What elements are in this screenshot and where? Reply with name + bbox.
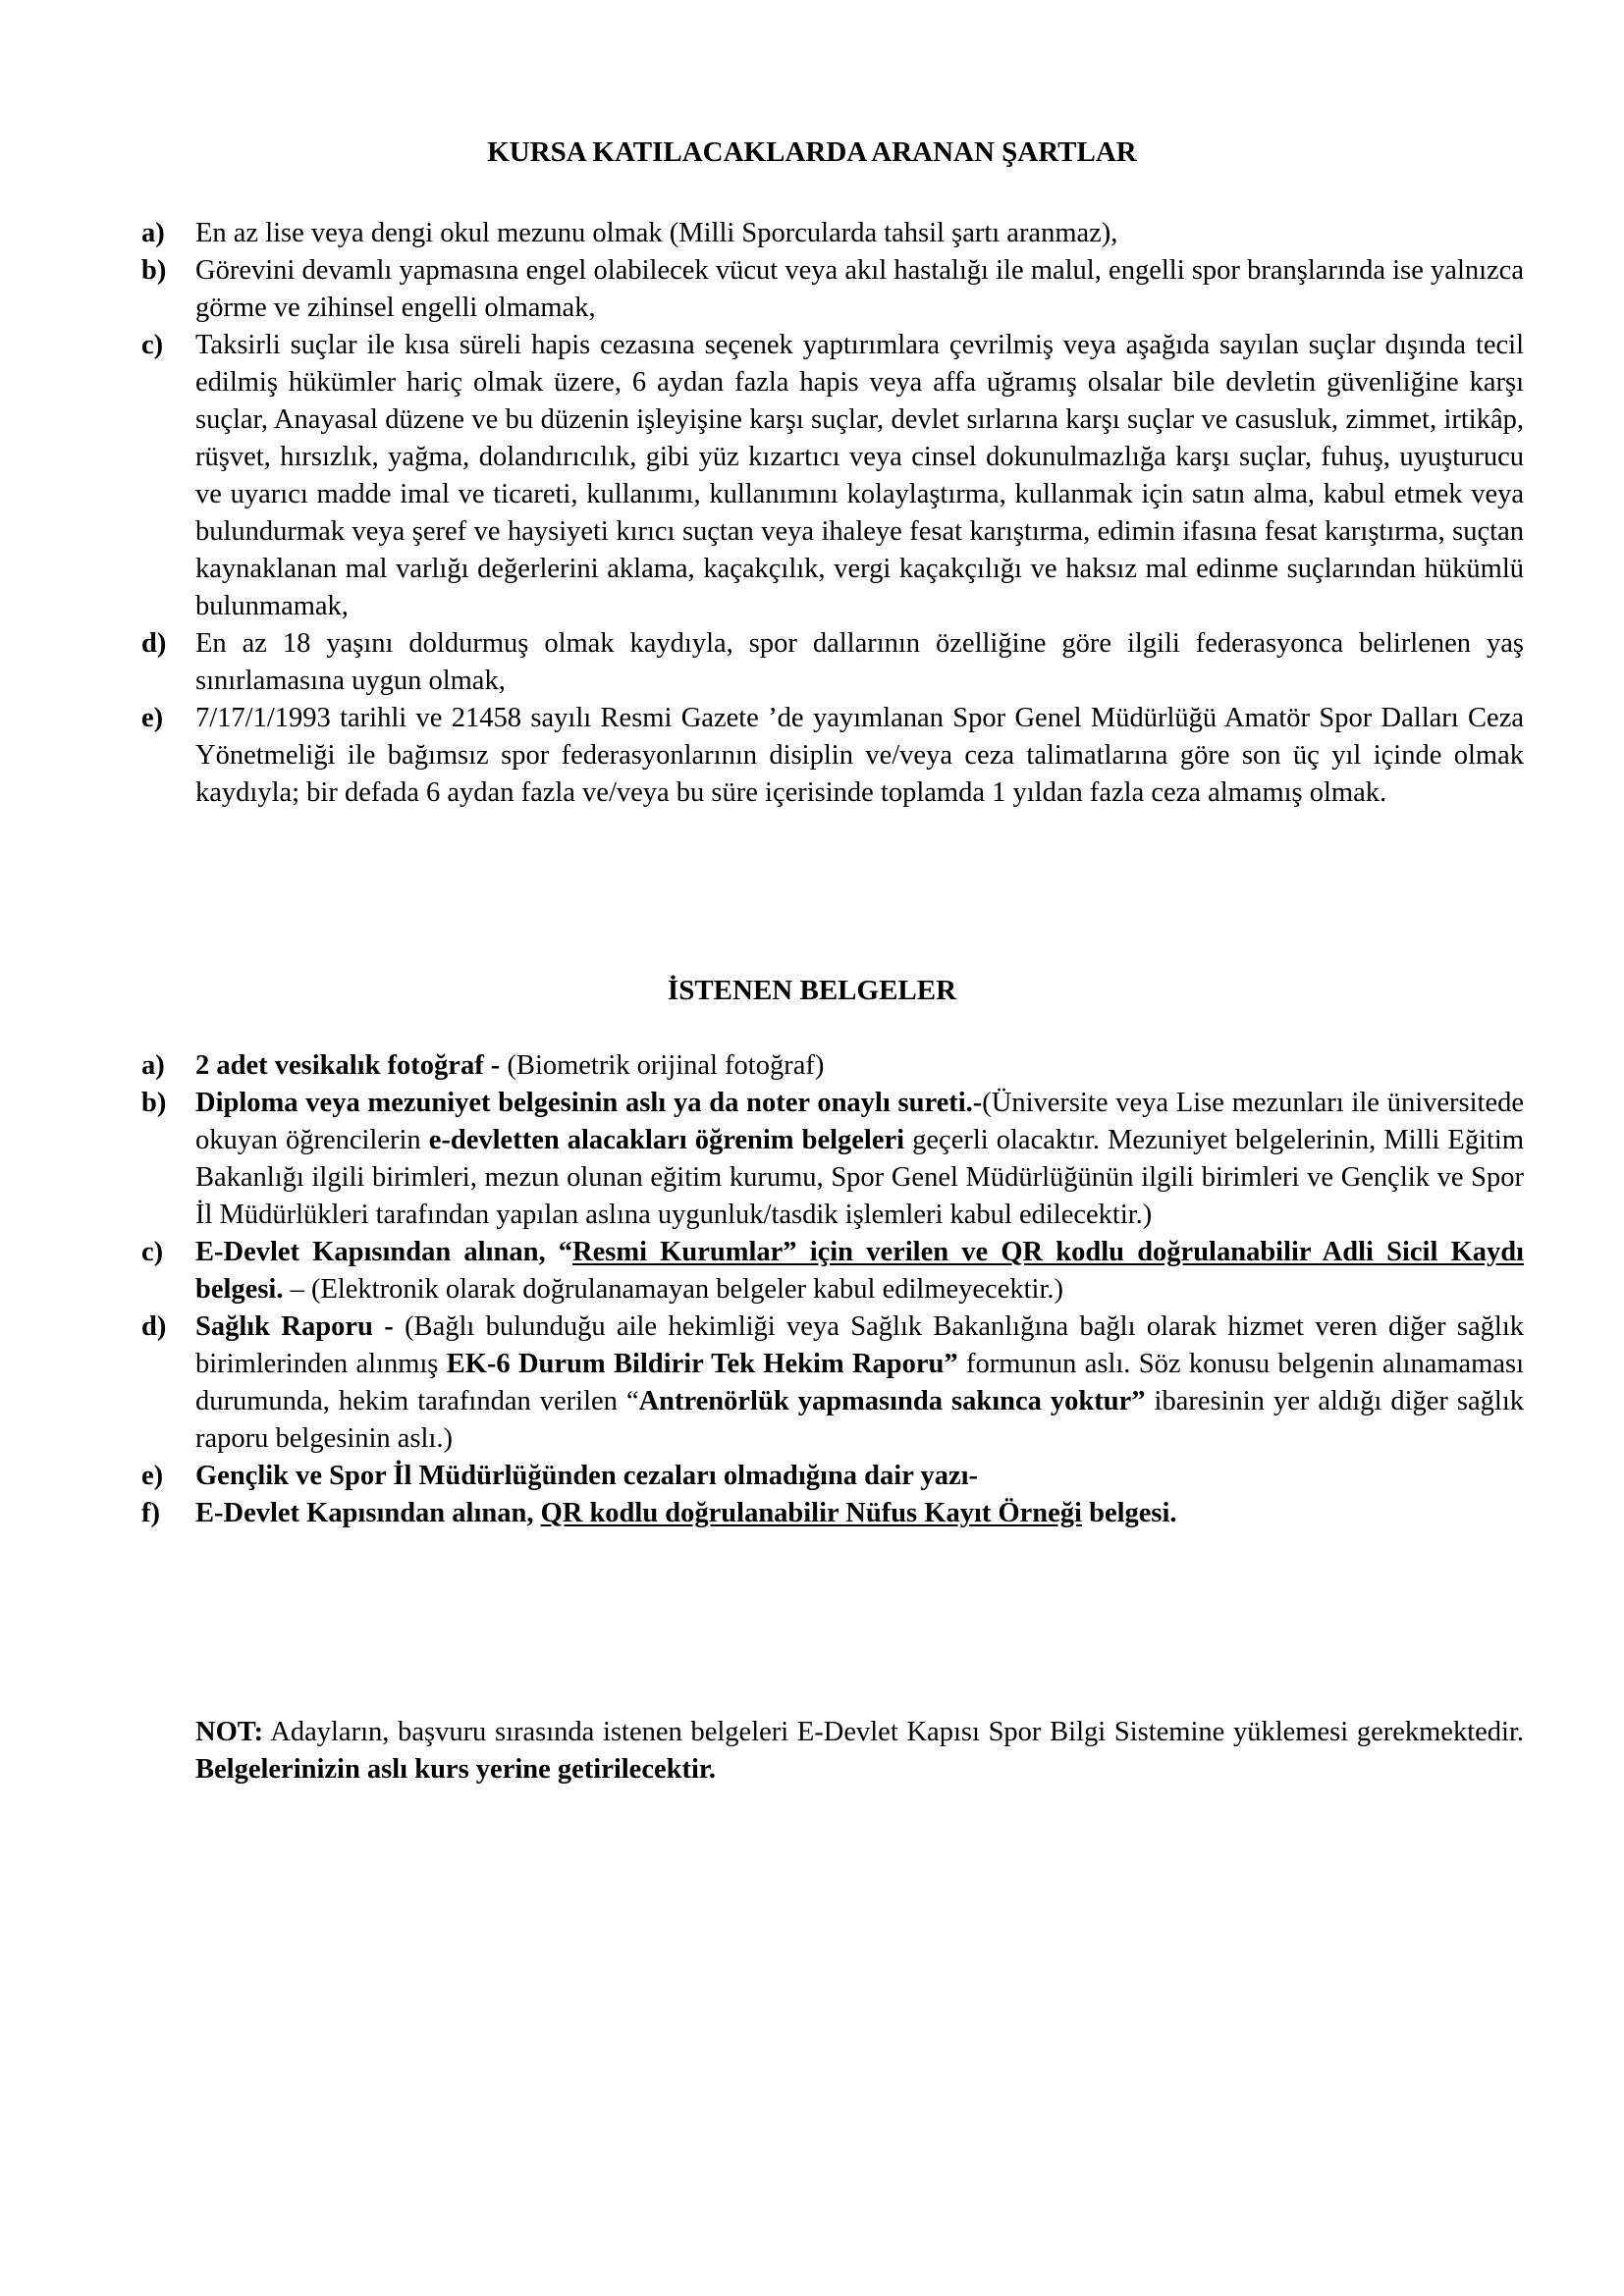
requirement-item-c <box>141 327 1524 625</box>
item-marker: d) <box>141 628 167 659</box>
item-marker: e) <box>141 1461 164 1491</box>
item-bold-text: 2 adet vesikalık fotoğraf - <box>195 1050 501 1081</box>
item-marker: d) <box>141 1311 167 1342</box>
item-text: – (Elektronik olarak doğrulanamayan belgeler kabul edilmeyecektir.) <box>283 1274 1063 1305</box>
item-text: (Biometrik orijinal fotoğraf) <box>500 1050 825 1081</box>
section-title-requirements: KURSA KATILACAKLARDA ARANAN ŞARTLAR <box>487 136 1137 168</box>
item-text: Taksirli suçlar ile kısa süreli hapis cezasına seçenek yaptırımlara çevrilmiş veya aşağıda sayılan suçlar dışında tecil edilmiş hükümler hariç olmak üzere, 6 aydan fazla hapis veya affa uğramış olsalar bile devletin güvenliğine karşı suçlar, Anayasal düzene ve bu düzenin işleyişine karşı suçlar, devlet sırlarına karşı suçlar ve casusluk, zimmet, irtikâp, rüşvet, hırsızlık, yağma, dolandırıcılık, gibi yüz kızartıcı veya cinsel dokunulmazlığa karşı suçlar, fuhuş, uyuşturucu ve uyarıcı madde imal ve ticareti, kullanımı, kullanımını kolaylaştırma, kullanmak için satın alma, kabul etmek veya bulundurmak veya şeref ve haysiyeti kırıcı suçtan veya ihaleye fesat karıştırma, edimin ifasına fesat karıştırma, suçtan kaynaklanan mal varlığı değerlerini aklama, kaçakçılık, vergi kaçakçılığı ve haksız mal edinme suçlarından hükümlü bulunmamak, <box>195 330 1524 621</box>
item-text: (Bağlı bulunduğu aile hekimliği veya Sağlık Bakanlığına bağlı olarak hizmet veren diğer sağlık birimlerinden alınmış <box>195 1311 1524 1379</box>
item-marker: c) <box>141 330 164 360</box>
item-underlined-text: QR kodlu doğrulanabilir Nüfus Kayıt Örneği <box>540 1498 1082 1528</box>
item-marker: e) <box>141 703 164 733</box>
item-text: (Üniversite veya Lise mezunları ile üniversitede okuyan öğrencilerin <box>195 1088 1524 1155</box>
document-item-f <box>141 1495 1524 1532</box>
item-marker: b) <box>141 255 167 286</box>
item-bold-text: Gençlik ve Spor İl Müdürlüğünden cezaları olmadığına dair yazı- <box>195 1461 979 1491</box>
note-bold-text: Belgelerinizin aslı kurs yerine getirilecektir. <box>195 1754 717 1785</box>
item-bold-text: Sağlık Raporu - <box>195 1311 394 1342</box>
item-bold-text-3: Antrenörlük yapmasında sakınca yoktur” <box>638 1386 1146 1416</box>
note-text: Adayların, başvuru sırasında istenen belgeleri E-Devlet Kapısı Spor Bilgi Sistemine yüklemesi gerekmektedir. <box>263 1717 1524 1747</box>
document-item-e <box>141 1458 1524 1495</box>
requirement-item-e <box>141 700 1524 812</box>
document-item-c <box>141 1234 1524 1308</box>
item-text: En az 18 yaşını doldurmuş olmak kaydıyla, spor dallarının özelliğine göre ilgili federasyonca belirlenen yaş sınırlamasına uygun olmak, <box>195 628 1524 696</box>
item-bold-text-2: EK-6 Durum Bildirir Tek Hekim Raporu” <box>446 1349 958 1379</box>
document-item-a <box>141 1047 1524 1085</box>
item-marker: f) <box>141 1498 160 1528</box>
document-item-d <box>141 1308 1524 1458</box>
item-bold-text-2: e-devletten alacakları öğrenim belgeleri <box>428 1125 905 1155</box>
item-marker: a) <box>141 1050 165 1081</box>
item-text-rest: geçerli olacaktır. Mezuniyet belgelerinin, Milli Eğitim Bakanlığı ilgili birimleri, mezun olunan eğitim kurumu, Spor Genel Müdürlüğünün ilgili birimleri ve Gençlik ve Spor İl Müdürlükleri tarafından yapılan aslına uygunluk/tasdik işlemleri kabul edilecektir.) <box>195 1125 1525 1230</box>
section-title-documents: İSTENEN BELGELER <box>667 975 957 1006</box>
item-text: En az lise veya dengi okul mezunu olmak (Milli Sporcularda tahsil şartı aranmaz), <box>195 218 1118 248</box>
note-paragraph <box>195 1714 1524 1789</box>
item-marker: a) <box>141 218 165 248</box>
item-marker: c) <box>141 1237 164 1267</box>
requirement-item-b <box>141 252 1524 327</box>
requirement-item-d <box>141 625 1524 700</box>
requirement-item-a <box>141 215 1524 252</box>
item-underlined-text: Resmi Kurumlar” için verilen ve QR kodlu doğrulanabilir Adli Sicil Kaydı <box>572 1237 1525 1267</box>
item-bold-text: Diploma veya mezuniyet belgesinin aslı ya da noter onaylı sureti.- <box>195 1088 983 1118</box>
item-marker: b) <box>141 1088 167 1118</box>
item-bold-text-2: belgesi. <box>195 1274 284 1305</box>
item-text: Görevini devamlı yapmasına engel olabilecek vücut veya akıl hastalığı ile malul, engelli spor branşlarında ise yalnızca görme ve zihinsel engelli olmamak, <box>195 255 1524 323</box>
item-bold-text: E-Devlet Kapısından alınan, “ <box>195 1237 573 1267</box>
item-text-rest: ibaresinin yer aldığı diğer sağlık raporu belgesinin aslı.) <box>195 1386 1524 1454</box>
item-text: 7/17/1/1993 tarihli ve 21458 sayılı Resmi Gazete ’de yayımlanan Spor Genel Müdürlüğü Amatör Spor Dalları Ceza Yönetmeliği ile bağımsız spor federasyonlarının disiplin ve/veya ceza talimatlarına göre son üç yıl içinde olmak kaydıyla; bir defada 6 aydan fazla ve/veya bu süre içerisinde toplamda 1 yıldan fazla ceza almamış olmak. <box>195 703 1524 808</box>
item-bold-text: E-Devlet Kapısından alınan, <box>195 1498 541 1528</box>
document-item-b <box>141 1085 1524 1234</box>
documents-list <box>141 1047 1524 1532</box>
item-bold-text-2: belgesi. <box>1081 1498 1177 1528</box>
requirements-list <box>141 215 1524 812</box>
item-text-2: formunun aslı. Söz konusu belgenin alınamaması durumunda, hekim tarafından verilen “ <box>195 1349 1524 1416</box>
note-label: NOT: <box>195 1717 264 1747</box>
